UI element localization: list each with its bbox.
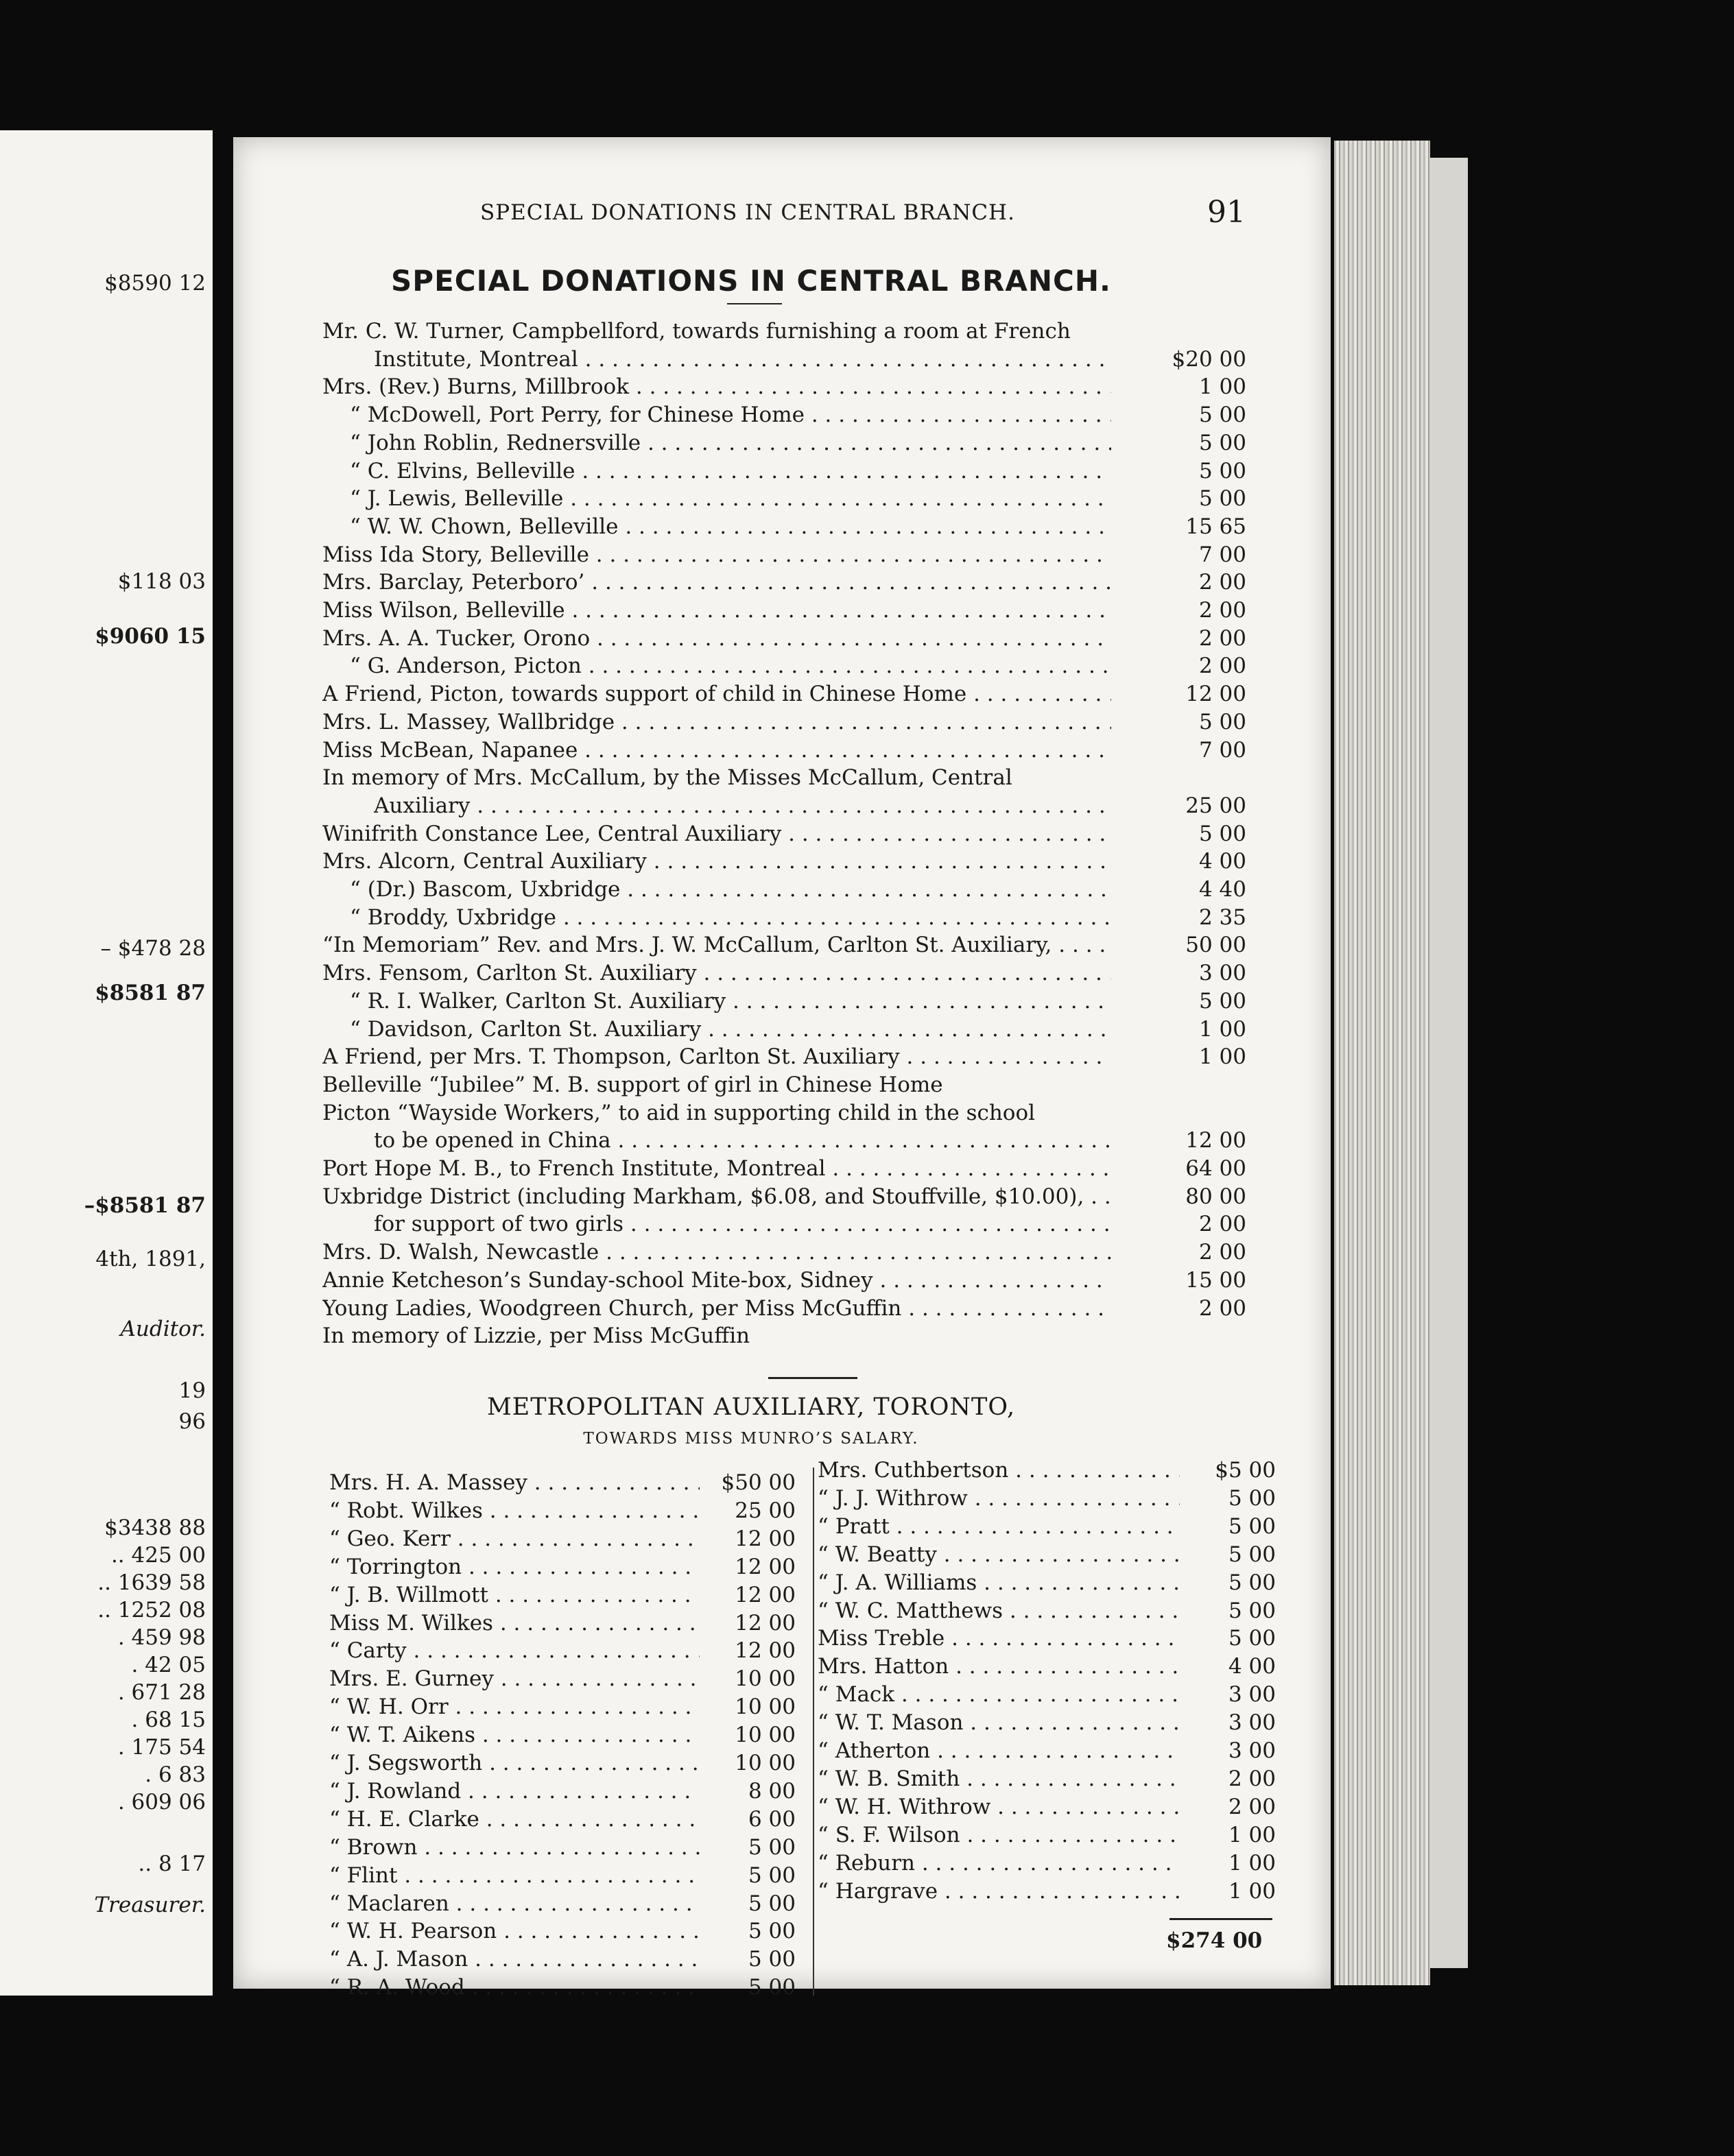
contributor-row <box>329 1723 796 1750</box>
contributor-amount: 3 00 <box>1228 1682 1276 1707</box>
contributor-amount: 3 00 <box>1228 1738 1276 1763</box>
donation-amount: 1 00 <box>1198 1044 1246 1069</box>
donation-name: Mrs. Barclay, Peterboro’ . . . <box>322 570 1111 595</box>
contributor-name: “ Torrington . . . <box>329 1555 700 1579</box>
contributor-amount: 10 00 <box>735 1666 796 1691</box>
contributor-amount: 5 00 <box>1228 1542 1276 1567</box>
contributor-name: Mrs. E. Gurney . . . <box>329 1666 700 1691</box>
contributor-name: “ Flint . . . <box>329 1863 700 1888</box>
donation-name: Miss Wilson, Belleville . . . <box>322 598 1111 623</box>
contributor-row <box>818 1823 1276 1850</box>
donation-name: for support of two girls . . . <box>374 1212 1111 1236</box>
donation-row <box>322 1323 1152 1351</box>
contributor-amount: 12 00 <box>735 1611 796 1636</box>
left-page-line-text: . 42 05 <box>131 1653 206 1677</box>
donation-amount: 2 00 <box>1198 598 1246 623</box>
page-edge-stack <box>1334 141 1430 1985</box>
total-rule <box>1169 1918 1272 1920</box>
donation-amount: 50 00 <box>1185 933 1246 957</box>
donation-row <box>322 1240 1246 1267</box>
contributor-amount: 5 00 <box>1228 1626 1276 1651</box>
donation-name: “ Davidson, Carlton St. Auxiliary . . . <box>350 1017 1111 1042</box>
contributor-name: “ Robt. Wilkes . . . <box>329 1498 700 1523</box>
donation-name: Mrs. A. A. Tucker, Orono . . . <box>322 626 1111 651</box>
donation-row <box>322 1128 1246 1155</box>
donation-row <box>322 403 1246 430</box>
contributor-row <box>329 1975 796 2002</box>
contributor-amount: 5 00 <box>748 1975 796 2000</box>
contributor-amount: 3 00 <box>1228 1710 1276 1735</box>
contributor-name: “ H. E. Clarke . . . <box>329 1807 700 1832</box>
donation-amount: 1 00 <box>1198 374 1246 399</box>
donation-name: In memory of Mrs. McCallum, by the Misses McCallum, Central <box>322 765 1012 790</box>
contributor-amount: 5 00 <box>1228 1598 1276 1623</box>
donation-amount: 1 00 <box>1198 1017 1246 1042</box>
left-page-line-text: .. 425 00 <box>110 1543 206 1568</box>
donation-name: “ R. I. Walker, Carlton St. Auxiliary . . . <box>350 989 1111 1014</box>
contributor-amount: $50 00 <box>721 1470 796 1495</box>
left-page-fragment <box>0 130 213 1996</box>
donation-name: “ John Roblin, Rednersville . . . <box>350 431 1111 455</box>
donation-row <box>322 1296 1246 1323</box>
contributor-amount: 10 00 <box>735 1751 796 1775</box>
donation-name: Mrs. Fensom, Carlton St. Auxiliary . . . <box>322 961 1111 985</box>
left-page-line-text: 96 <box>178 1409 206 1434</box>
donation-row <box>322 822 1246 849</box>
contributor-row <box>329 1526 796 1554</box>
donation-row <box>322 374 1246 402</box>
left-page-line-text: $118 03 <box>117 569 206 594</box>
donation-name: Uxbridge District (including Markham, $6.08, and Stouffville, $10.00), . . . <box>322 1184 1111 1209</box>
contributor-name: “ A. J. Mason . . . <box>329 1947 700 1972</box>
contributor-row <box>818 1570 1276 1598</box>
page-number: 91 <box>1207 195 1246 230</box>
donation-name: “ (Dr.) Bascom, Uxbridge . . . <box>350 877 1111 902</box>
contributor-row <box>329 1611 796 1638</box>
contributor-name: “ Atherton . . . <box>818 1738 1180 1763</box>
donation-amount: 5 00 <box>1198 459 1246 483</box>
donation-row <box>322 459 1246 486</box>
contributor-name: Mrs. Cuthbertson . . . <box>818 1458 1180 1483</box>
donation-amount: 3 00 <box>1198 961 1246 985</box>
contributor-row <box>818 1514 1276 1542</box>
contributor-amount: 12 00 <box>735 1526 796 1551</box>
contributor-name: “ W. T. Aikens . . . <box>329 1723 700 1747</box>
donation-name: “ McDowell, Port Perry, for Chinese Home . . . <box>350 403 1111 427</box>
contributor-amount: 25 00 <box>735 1498 796 1523</box>
contributor-amount: 5 00 <box>748 1919 796 1943</box>
donation-name: Institute, Montreal . . . <box>374 347 1111 372</box>
contributor-row <box>818 1682 1276 1710</box>
donation-row <box>322 765 1152 793</box>
contributor-row <box>329 1555 796 1582</box>
contributor-row <box>329 1470 796 1498</box>
donation-row <box>322 738 1246 765</box>
contributor-name: Miss Treble . . . <box>818 1626 1180 1651</box>
left-page-line-text: .. 1639 58 <box>97 1570 206 1595</box>
left-page-line-text: Auditor. <box>120 1317 206 1341</box>
donation-amount: 5 00 <box>1198 822 1246 846</box>
donation-name: Mrs. Alcorn, Central Auxiliary . . . <box>322 849 1111 874</box>
contributor-row <box>329 1807 796 1834</box>
donation-amount: 15 00 <box>1185 1268 1246 1293</box>
donation-amount: 4 00 <box>1198 849 1246 874</box>
donation-name: Annie Ketcheson’s Sunday-school Mite-box, Sidney . . . <box>322 1268 1111 1293</box>
contributor-amount: 10 00 <box>735 1694 796 1719</box>
book-cover-edge <box>1430 158 1468 1968</box>
contributor-row <box>329 1583 796 1610</box>
donation-name: Mrs. (Rev.) Burns, Millbrook . . . <box>322 374 1111 399</box>
donation-row <box>322 961 1246 988</box>
contributor-amount: 5 00 <box>748 1891 796 1916</box>
left-page-line-text: $3438 88 <box>104 1516 206 1540</box>
contributor-name: “ Brown . . . <box>329 1835 700 1860</box>
donation-name: A Friend, per Mrs. T. Thompson, Carlton St. Auxiliary . . . <box>322 1044 1111 1069</box>
donation-row <box>322 486 1246 514</box>
contributor-name: “ Geo. Kerr . . . <box>329 1526 700 1551</box>
donation-amount: 15 65 <box>1185 514 1246 539</box>
donation-amount: 7 00 <box>1198 738 1246 763</box>
donation-row <box>322 431 1246 458</box>
page-title: SPECIAL DONATIONS IN CENTRAL BRANCH. <box>391 264 1111 298</box>
contributor-row <box>329 1863 796 1891</box>
contributor-amount: 12 00 <box>735 1555 796 1579</box>
left-page-line-text: $9060 15 <box>95 624 206 649</box>
donation-amount: 2 00 <box>1198 1212 1246 1236</box>
section-rule <box>768 1377 857 1379</box>
donation-row <box>322 1212 1246 1239</box>
contributor-amount: 1 00 <box>1228 1823 1276 1847</box>
donation-name: In memory of Lizzie, per Miss McGuffin <box>322 1323 750 1348</box>
donation-row <box>322 1156 1246 1184</box>
contributor-name: “ J. A. Williams . . . <box>818 1570 1180 1595</box>
contributor-row <box>818 1795 1276 1822</box>
contributor-row <box>329 1498 796 1526</box>
left-page-line-text: Treasurer. <box>94 1893 206 1917</box>
contributor-row <box>818 1738 1276 1766</box>
donation-row <box>322 654 1246 681</box>
contributor-amount: 5 00 <box>1228 1570 1276 1595</box>
donation-row <box>322 710 1246 737</box>
donation-name: “ C. Elvins, Belleville . . . <box>350 459 1111 483</box>
contributor-row <box>818 1458 1276 1485</box>
donation-row <box>322 542 1246 570</box>
left-page-line-text: . 68 15 <box>131 1708 206 1732</box>
contributor-name: “ W. Beatty . . . <box>818 1542 1180 1567</box>
donation-amount: 2 00 <box>1198 1240 1246 1265</box>
donation-row <box>322 1268 1246 1295</box>
donation-amount: 2 00 <box>1198 570 1246 595</box>
section-total-amount: $274 00 <box>1166 1928 1263 1953</box>
donation-amount: 5 00 <box>1198 989 1246 1014</box>
donation-row <box>322 933 1246 960</box>
donation-row <box>322 626 1246 654</box>
contributor-amount: 1 00 <box>1228 1879 1276 1904</box>
donation-name: Winifrith Constance Lee, Central Auxiliary . . . <box>322 822 1111 846</box>
donation-amount: 2 00 <box>1198 654 1246 678</box>
contributor-row <box>818 1766 1276 1794</box>
contributor-name: “ W. B. Smith . . . <box>818 1766 1180 1791</box>
donation-name: A Friend, Picton, towards support of child in Chinese Home . . . <box>322 682 1111 706</box>
contributor-row <box>329 1666 796 1694</box>
contributor-row <box>329 1694 796 1722</box>
contributor-name: “ Pratt . . . <box>818 1514 1180 1539</box>
contributor-amount: 5 00 <box>748 1863 796 1888</box>
contributor-name: “ W. H. Pearson . . . <box>329 1919 700 1943</box>
donation-amount: 5 00 <box>1198 403 1246 427</box>
donation-name: Miss Ida Story, Belleville . . . <box>322 542 1111 567</box>
contributor-name: “ Hargrave . . . <box>818 1879 1180 1904</box>
donation-name: “ Broddy, Uxbridge . . . <box>350 905 1111 930</box>
donation-row <box>322 1073 1152 1100</box>
contributor-name: “ R. A. Wood . . . <box>329 1975 700 2000</box>
contributor-name: “ J. Rowland . . . <box>329 1779 700 1804</box>
donation-amount: 2 00 <box>1198 626 1246 651</box>
contributor-row <box>818 1486 1276 1513</box>
donation-name: Mr. C. W. Turner, Campbellford, towards furnishing a room at French <box>322 319 1071 344</box>
donation-amount: 5 00 <box>1198 431 1246 455</box>
left-page-line-text: $8581 87 <box>95 981 206 1005</box>
contributor-amount: $5 00 <box>1215 1458 1276 1483</box>
contributor-amount: 5 00 <box>748 1835 796 1860</box>
donation-name: Port Hope M. B., to French Institute, Montreal . . . <box>322 1156 1111 1181</box>
donation-amount: 5 00 <box>1198 710 1246 734</box>
title-rule <box>727 303 782 304</box>
contributor-row <box>329 1751 796 1778</box>
contributor-row <box>329 1779 796 1806</box>
contributor-name: “ Carty . . . <box>329 1638 700 1663</box>
donation-name: Miss McBean, Napanee . . . <box>322 738 1111 763</box>
donation-row <box>322 989 1246 1016</box>
contributor-name: “ W. C. Matthews . . . <box>818 1598 1180 1623</box>
donation-name: Belleville “Jubilee” M. B. support of girl in Chinese Home <box>322 1073 943 1097</box>
contributor-row <box>329 1947 796 1974</box>
contributor-row <box>818 1626 1276 1653</box>
donation-row <box>322 849 1246 876</box>
contributor-name: “ J. B. Willmott . . . <box>329 1583 700 1607</box>
running-head: SPECIAL DONATIONS IN CENTRAL BRANCH. <box>480 200 1015 225</box>
contributor-amount: 4 00 <box>1228 1654 1276 1679</box>
left-page-line-text: 19 <box>178 1378 206 1403</box>
contributor-name: “ S. F. Wilson . . . <box>818 1823 1180 1847</box>
donation-name: Mrs. D. Walsh, Newcastle . . . <box>322 1240 1111 1265</box>
left-page-line-text: . 671 28 <box>117 1680 206 1705</box>
contributor-name: Mrs. H. A. Massey . . . <box>329 1470 700 1495</box>
contributor-row <box>818 1598 1276 1626</box>
contributor-name: “ W. H. Withrow . . . <box>818 1795 1180 1819</box>
contributor-name: Mrs. Hatton . . . <box>818 1654 1180 1679</box>
contributor-name: “ W. T. Mason . . . <box>818 1710 1180 1735</box>
contributor-row <box>818 1710 1276 1738</box>
left-page-line-text: . 175 54 <box>117 1735 206 1760</box>
contributor-row <box>329 1638 796 1666</box>
contributor-name: “ W. H. Orr . . . <box>329 1694 700 1719</box>
donation-name: Mrs. L. Massey, Wallbridge . . . <box>322 710 1111 734</box>
donation-name: “ G. Anderson, Picton . . . <box>350 654 1111 678</box>
donation-row <box>322 793 1246 821</box>
donation-name: “In Memoriam” Rev. and Mrs. J. W. McCallum, Carlton St. Auxiliary, . . . <box>322 933 1111 957</box>
donation-amount: 64 00 <box>1185 1156 1246 1181</box>
donation-amount: 2 35 <box>1198 905 1246 930</box>
donation-name: Young Ladies, Woodgreen Church, per Miss McGuffin . . . <box>322 1296 1111 1321</box>
left-page-line-text: $8590 12 <box>104 271 206 296</box>
left-page-line-text: . 609 06 <box>117 1790 206 1814</box>
donation-amount: 80 00 <box>1185 1184 1246 1209</box>
donation-amount: $20 00 <box>1172 347 1246 372</box>
contributor-name: “ J. Segsworth . . . <box>329 1751 700 1775</box>
donation-row <box>322 570 1246 597</box>
contributor-row <box>329 1891 796 1919</box>
donation-row <box>322 1044 1246 1072</box>
contributor-name: “ Reburn . . . <box>818 1851 1180 1876</box>
contributor-amount: 10 00 <box>735 1723 796 1747</box>
donation-amount: 2 00 <box>1198 1296 1246 1321</box>
donation-amount: 7 00 <box>1198 542 1246 567</box>
contributor-row <box>818 1879 1276 1906</box>
donation-row <box>322 905 1246 933</box>
contributor-amount: 2 00 <box>1228 1795 1276 1819</box>
donation-row <box>322 319 1152 346</box>
donation-name: “ J. Lewis, Belleville . . . <box>350 486 1111 511</box>
donation-row <box>322 598 1246 625</box>
contributor-amount: 12 00 <box>735 1638 796 1663</box>
contributor-name: Miss M. Wilkes . . . <box>329 1611 700 1636</box>
left-page-line-text: . 459 98 <box>117 1625 206 1650</box>
contributor-name: “ Maclaren . . . <box>329 1891 700 1916</box>
contributor-amount: 2 00 <box>1228 1766 1276 1791</box>
contributor-row <box>818 1542 1276 1570</box>
contributor-amount: 6 00 <box>748 1807 796 1832</box>
donation-amount: 12 00 <box>1185 682 1246 706</box>
donation-name: Picton “Wayside Workers,” to aid in supporting child in the school <box>322 1101 1036 1125</box>
donation-amount: 5 00 <box>1198 486 1246 511</box>
contributor-row <box>818 1654 1276 1681</box>
donation-row <box>322 347 1246 374</box>
left-page-line-text: . 6 83 <box>145 1762 206 1787</box>
contributor-name: “ J. J. Withrow . . . <box>818 1486 1180 1511</box>
donation-row <box>322 1184 1246 1212</box>
left-page-line-text: – $478 28 <box>100 936 206 961</box>
left-page-line-text: .. 1252 08 <box>97 1598 206 1622</box>
contributor-amount: 5 00 <box>1228 1514 1276 1539</box>
column-divider <box>813 1468 814 1996</box>
donation-row <box>322 877 1246 905</box>
contributor-amount: 5 00 <box>1228 1486 1276 1511</box>
left-page-line-text: 4th, 1891, <box>95 1247 206 1271</box>
left-page-line-text: –$8581 87 <box>84 1193 206 1218</box>
contributor-amount: 12 00 <box>735 1583 796 1607</box>
donation-amount: 12 00 <box>1185 1128 1246 1153</box>
donation-name: to be opened in China . . . <box>374 1128 1111 1153</box>
contributor-amount: 5 00 <box>748 1947 796 1972</box>
donation-row <box>322 682 1246 709</box>
left-page-line-text: .. 8 17 <box>138 1852 206 1876</box>
donation-row <box>322 1017 1246 1044</box>
donation-amount: 4 40 <box>1198 877 1246 902</box>
contributor-amount: 8 00 <box>748 1779 796 1804</box>
donation-row <box>322 1101 1152 1128</box>
donation-row <box>322 514 1246 542</box>
donation-name: “ W. W. Chown, Belleville . . . <box>350 514 1111 539</box>
contributor-name: “ Mack . . . <box>818 1682 1180 1707</box>
contributor-amount: 1 00 <box>1228 1851 1276 1876</box>
contributor-row <box>329 1919 796 1946</box>
section-subtitle: TOWARDS MISS MUNRO’S SALARY. <box>583 1430 919 1448</box>
donation-name: Auxiliary . . . <box>374 793 1111 818</box>
contributor-row <box>329 1835 796 1862</box>
section-title: METROPOLITAN AUXILIARY, TORONTO, <box>486 1393 1016 1421</box>
contributor-row <box>818 1851 1276 1878</box>
donation-amount: 25 00 <box>1185 793 1246 818</box>
